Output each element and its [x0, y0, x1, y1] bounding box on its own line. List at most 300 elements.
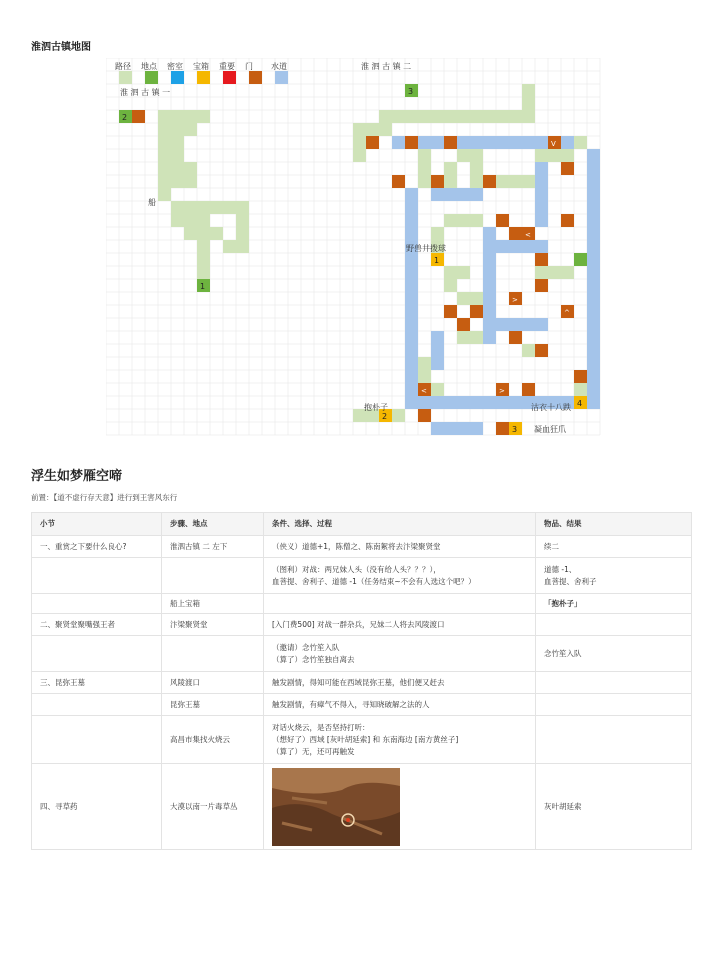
- right-map-title: 淮 泗 古 镇 二: [361, 62, 412, 71]
- map-path-cell: [470, 292, 483, 305]
- map-water-cell: [483, 318, 496, 331]
- map-water-cell: [587, 279, 600, 292]
- header-process: 条件、选择、过程: [264, 513, 536, 536]
- map-water-cell: [405, 357, 418, 370]
- map-arrow: <: [421, 387, 427, 395]
- map-path-cell: [574, 136, 587, 149]
- process-line: （侠义）道德+1，陈僧之、陈南絮将去汴梁聚贤堂: [272, 541, 441, 551]
- map-arrow: >: [499, 387, 505, 395]
- map-path-cell: [366, 123, 379, 136]
- map-water-cell: [535, 136, 548, 149]
- legend-label: 路径: [115, 62, 131, 71]
- table-row: [32, 636, 692, 672]
- map-water-cell: [470, 422, 483, 435]
- map-path-cell: [522, 344, 535, 357]
- map-water-cell: [405, 188, 418, 201]
- map-water-cell: [431, 331, 444, 344]
- map-door-cell: [431, 175, 444, 188]
- cell-location: [162, 558, 264, 594]
- cell-result: [536, 694, 692, 716]
- map-water-cell: [535, 162, 548, 175]
- header-result: 物品、结果: [536, 513, 692, 536]
- map-path-cell: [483, 110, 496, 123]
- map-water-cell: [587, 357, 600, 370]
- map-path-cell: [184, 175, 197, 188]
- map-path-cell: [197, 110, 210, 123]
- map-water-cell: [587, 396, 600, 409]
- map-water-cell: [405, 214, 418, 227]
- map-path-cell: [457, 292, 470, 305]
- map-water-cell: [483, 305, 496, 318]
- map-path-cell: [418, 149, 431, 162]
- cell-process: [264, 694, 536, 716]
- map-path-cell: [171, 162, 184, 175]
- map-path-cell: [392, 110, 405, 123]
- map-path-cell: [171, 201, 184, 214]
- map-water-cell: [418, 136, 431, 149]
- map-path-cell: [171, 110, 184, 123]
- map-water-cell: [535, 318, 548, 331]
- map-path-cell: [535, 266, 548, 279]
- cell-process: [264, 764, 536, 850]
- map-arrow: V: [551, 140, 556, 148]
- map-path-cell: [197, 201, 210, 214]
- map-water-cell: [405, 344, 418, 357]
- legend-label: 水道: [271, 62, 287, 71]
- map-water-cell: [431, 396, 444, 409]
- map-water-cell: [457, 136, 470, 149]
- map-number-marker: 4: [577, 399, 583, 408]
- cell-process: [264, 594, 536, 614]
- map-path-cell: [509, 175, 522, 188]
- map-water-cell: [587, 227, 600, 240]
- cell-process: [264, 558, 536, 594]
- cell-section: 二、聚贤堂聚嘴强王者: [32, 614, 162, 636]
- map-path-cell: [158, 175, 171, 188]
- map-water-cell: [444, 422, 457, 435]
- map-water-cell: [587, 214, 600, 227]
- map-water-cell: [431, 188, 444, 201]
- map-path-cell: [223, 201, 236, 214]
- map-path-cell: [561, 266, 574, 279]
- map-water-cell: [587, 370, 600, 383]
- map-path-cell: [522, 84, 535, 97]
- cell-process: [264, 716, 536, 764]
- result-line: 「抱朴子」: [544, 598, 582, 608]
- table-row: [32, 614, 692, 636]
- map-path-cell: [171, 175, 184, 188]
- cell-result: [536, 764, 692, 850]
- legend-label: 密室: [167, 62, 183, 71]
- map-door-cell: [561, 162, 574, 175]
- cell-section: [32, 594, 162, 614]
- map-water-cell: [483, 396, 496, 409]
- map-path-cell: [418, 175, 431, 188]
- map-path-cell: [431, 383, 444, 396]
- cell-result: [536, 614, 692, 636]
- map-path-cell: [379, 123, 392, 136]
- map-path-cell: [236, 214, 249, 227]
- map-path-cell: [158, 188, 171, 201]
- map-path-cell: [418, 162, 431, 175]
- jieyi-label: 沽衣十八跌: [531, 403, 571, 412]
- map-path-cell: [431, 227, 444, 240]
- map-number-marker: 1: [200, 282, 206, 291]
- cell-location: 汴梁聚贤堂: [162, 614, 264, 636]
- map-path-cell: [171, 214, 184, 227]
- map-path-cell: [379, 110, 392, 123]
- legend-label: 门: [245, 62, 253, 71]
- map-water-cell: [483, 292, 496, 305]
- map-number-marker: 3: [408, 87, 414, 96]
- map-water-cell: [587, 149, 600, 162]
- legend-label: 宝箱: [193, 62, 209, 71]
- cell-section: 三、昆弥王墓: [32, 672, 162, 694]
- map-grid: [106, 58, 612, 436]
- map-path-cell: [444, 175, 457, 188]
- map-path-cell: [158, 136, 171, 149]
- map-path-cell: [444, 266, 457, 279]
- map-path-cell: [184, 201, 197, 214]
- map-water-cell: [587, 175, 600, 188]
- map-path-cell: [392, 409, 405, 422]
- process-line: （算了）无，还可再触发: [272, 746, 355, 756]
- map-door-cell: [509, 331, 522, 344]
- cell-result: [536, 636, 692, 672]
- map-water-cell: [587, 344, 600, 357]
- map-door-cell: [483, 175, 496, 188]
- map-path-cell: [418, 370, 431, 383]
- legend-swatch: [171, 71, 184, 84]
- process-line: （图利）对战：两兄妹人头（没有给人头？？？），: [272, 564, 441, 574]
- map-water-cell: [496, 240, 509, 253]
- map-water-cell: [457, 396, 470, 409]
- map-water-cell: [405, 253, 418, 266]
- result-line: 念竹笙入队: [544, 648, 582, 658]
- cell-result: [536, 594, 692, 614]
- map-path-cell: [184, 110, 197, 123]
- map-water-cell: [483, 279, 496, 292]
- map-door-cell: [496, 422, 509, 435]
- map-water-cell: [483, 136, 496, 149]
- legend-swatch: [223, 71, 236, 84]
- map-path-cell: [522, 175, 535, 188]
- map-number-marker: 2: [122, 113, 128, 122]
- cell-section: [32, 558, 162, 594]
- cell-location: [162, 636, 264, 672]
- map-water-cell: [405, 396, 418, 409]
- map-water-cell: [535, 188, 548, 201]
- map-door-cell: [535, 344, 548, 357]
- map-path-cell: [353, 123, 366, 136]
- map-water-cell: [431, 422, 444, 435]
- process-line: （邀请）念竹笙入队: [272, 642, 340, 652]
- map-path-cell: [171, 136, 184, 149]
- map-water-cell: [431, 136, 444, 149]
- map-path-cell: [457, 266, 470, 279]
- table-row: [32, 558, 692, 594]
- map-path-cell: [184, 162, 197, 175]
- map-path-cell: [457, 214, 470, 227]
- cell-result: [536, 716, 692, 764]
- map-water-cell: [405, 383, 418, 396]
- map-water-cell: [587, 240, 600, 253]
- legend-label: 地点: [141, 62, 157, 71]
- map-water-cell: [405, 227, 418, 240]
- map-water-cell: [405, 201, 418, 214]
- map-door-cell: [535, 253, 548, 266]
- cell-section: [32, 636, 162, 672]
- map-water-cell: [587, 253, 600, 266]
- process-line: （算了）念竹笙独自离去: [272, 654, 355, 664]
- map-water-cell: [405, 279, 418, 292]
- map-door-cell: [444, 305, 457, 318]
- cell-section: [32, 716, 162, 764]
- map-path-cell: [548, 149, 561, 162]
- map-path-cell: [197, 240, 210, 253]
- map-water-cell: [587, 318, 600, 331]
- map-arrow: ^: [564, 309, 570, 317]
- map-water-cell: [587, 305, 600, 318]
- map-water-cell: [431, 344, 444, 357]
- map-water-cell: [509, 240, 522, 253]
- map-door-cell: [457, 318, 470, 331]
- map-water-cell: [470, 136, 483, 149]
- cell-location: 船上宝箱: [162, 594, 264, 614]
- map-arrow: >: [512, 296, 518, 304]
- map-door-cell: [366, 136, 379, 149]
- map-water-cell: [535, 240, 548, 253]
- left-map-title: 淮 泗 古 镇 一: [120, 88, 171, 97]
- map-path-cell: [522, 97, 535, 110]
- table-row: [32, 764, 692, 850]
- map-water-cell: [418, 396, 431, 409]
- map-water-cell: [483, 331, 496, 344]
- map-water-cell: [444, 396, 457, 409]
- map-path-cell: [223, 240, 236, 253]
- map-path-cell: [470, 149, 483, 162]
- map-water-cell: [483, 227, 496, 240]
- map-path-cell: [470, 214, 483, 227]
- map-water-cell: [470, 188, 483, 201]
- map-path-cell: [210, 201, 223, 214]
- map-path-cell: [470, 175, 483, 188]
- process-line: [入门费500] 对战一群杂兵，兄妹二人将去风陵渡口: [272, 619, 445, 629]
- map-path-cell: [184, 123, 197, 136]
- table-row: [32, 536, 692, 558]
- map-water-cell: [431, 357, 444, 370]
- map-water-cell: [509, 318, 522, 331]
- map-water-cell: [587, 188, 600, 201]
- prerequisite-note: 前置：【道不虚行存天意】进行到王害风东行: [31, 493, 178, 502]
- map-door-cell: [509, 227, 522, 240]
- map-path-cell: [171, 149, 184, 162]
- process-line: 触发剧情，得知可能在西域昆弥王墓，他们便又赶去: [272, 677, 445, 687]
- map-door-cell: [132, 110, 145, 123]
- legend-swatch: [119, 71, 132, 84]
- result-line: 血菩提、舍利子: [544, 576, 597, 586]
- map-water-cell: [405, 331, 418, 344]
- map-door-cell: [444, 136, 457, 149]
- process-line: 血菩提、舍利子、道德 -1（任务结束~不会有人选这个吧？）: [272, 576, 476, 586]
- map-door-cell: [405, 136, 418, 149]
- legend-label: 重要: [219, 62, 235, 71]
- map-path-cell: [470, 331, 483, 344]
- map-door-cell: [392, 175, 405, 188]
- town-map: [106, 58, 612, 436]
- walkthrough-table: [31, 512, 692, 850]
- map-path-cell: [197, 227, 210, 240]
- legend-swatch: [145, 71, 158, 84]
- map-water-cell: [405, 292, 418, 305]
- table-row: [32, 594, 692, 614]
- map-door-cell: [470, 305, 483, 318]
- map-path-cell: [405, 110, 418, 123]
- map-path-cell: [236, 227, 249, 240]
- boat-label: 船: [148, 198, 156, 207]
- map-water-cell: [405, 370, 418, 383]
- cell-section: [32, 694, 162, 716]
- map-door-cell: [522, 383, 535, 396]
- map-water-cell: [587, 331, 600, 344]
- map-path-cell: [158, 149, 171, 162]
- map-water-cell: [587, 292, 600, 305]
- map-number-marker: 3: [512, 425, 518, 434]
- map-path-cell: [444, 162, 457, 175]
- map-path-cell: [158, 123, 171, 136]
- map-water-cell: [535, 201, 548, 214]
- map-water-cell: [496, 396, 509, 409]
- shop-label: 野兽井拨球: [406, 244, 446, 253]
- guide-title: 浮生如梦雁空啼: [31, 469, 123, 484]
- map-path-cell: [197, 253, 210, 266]
- map-water-cell: [405, 305, 418, 318]
- map-path-cell: [418, 110, 431, 123]
- cell-location: 昆弥王墓: [162, 694, 264, 716]
- map-path-cell: [236, 201, 249, 214]
- map-path-cell: [184, 227, 197, 240]
- map-water-cell: [587, 162, 600, 175]
- map-path-cell: [236, 240, 249, 253]
- map-door-cell: [574, 370, 587, 383]
- map-water-cell: [535, 214, 548, 227]
- map-path-cell: [470, 162, 483, 175]
- map-path-cell: [158, 162, 171, 175]
- map-water-cell: [405, 266, 418, 279]
- legend-swatch: [249, 71, 262, 84]
- header-section: 小节: [32, 513, 162, 536]
- table-row: [32, 716, 692, 764]
- map-water-cell: [457, 188, 470, 201]
- cell-process: [264, 636, 536, 672]
- process-line: 对话火烧云，是否坚持打听：: [272, 722, 370, 732]
- map-water-cell: [496, 136, 509, 149]
- map-path-cell: [535, 149, 548, 162]
- map-path-cell: [457, 149, 470, 162]
- result-line: 续二: [544, 541, 559, 551]
- process-line: （想好了）西域 [灰叶胡延索] 和 东南海边 [南方黄丝子]: [272, 734, 459, 744]
- map-door-cell: [535, 279, 548, 292]
- cell-process: [264, 614, 536, 636]
- map-water-cell: [522, 318, 535, 331]
- baopuzi-label: 抱朴子: [364, 403, 388, 412]
- map-location-cell: [574, 253, 587, 266]
- cell-location: 风陵渡口: [162, 672, 264, 694]
- cell-result: [536, 536, 692, 558]
- map-water-cell: [496, 318, 509, 331]
- map-path-cell: [171, 123, 184, 136]
- map-path-cell: [444, 214, 457, 227]
- map-water-cell: [522, 240, 535, 253]
- map-path-cell: [496, 175, 509, 188]
- map-water-cell: [444, 188, 457, 201]
- map-path-cell: [158, 110, 171, 123]
- map-path-cell: [457, 110, 470, 123]
- map-water-cell: [470, 396, 483, 409]
- table-row: [32, 672, 692, 694]
- map-water-cell: [535, 175, 548, 188]
- map-water-cell: [587, 201, 600, 214]
- cell-result: [536, 558, 692, 594]
- herb-area-screenshot: [272, 768, 400, 846]
- map-water-cell: [587, 383, 600, 396]
- map-path-cell: [496, 110, 509, 123]
- map-door-cell: [418, 409, 431, 422]
- table-row: [32, 694, 692, 716]
- map-path-cell: [353, 136, 366, 149]
- map-section-title: 淮泗古镇地图: [31, 42, 91, 53]
- map-water-cell: [561, 136, 574, 149]
- map-path-cell: [548, 266, 561, 279]
- map-arrow: <: [525, 231, 531, 239]
- map-water-cell: [405, 318, 418, 331]
- header-location: 步骤、地点: [162, 513, 264, 536]
- cell-result: [536, 672, 692, 694]
- result-line: 灰叶胡延索: [544, 801, 582, 811]
- map-path-cell: [561, 149, 574, 162]
- map-water-cell: [522, 136, 535, 149]
- ningxue-label: 凝血狂爪: [534, 425, 566, 434]
- process-line: 触发剧情，有瘴气不得入，寻知晓破解之法的人: [272, 699, 430, 709]
- cell-section: 一、重赏之下要什么良心?: [32, 536, 162, 558]
- map-path-cell: [353, 149, 366, 162]
- cell-location: 大漠以南一片毒草丛: [162, 764, 264, 850]
- cell-location: 高昌市集找火烧云: [162, 716, 264, 764]
- map-door-cell: [561, 214, 574, 227]
- map-path-cell: [522, 110, 535, 123]
- cell-process: [264, 536, 536, 558]
- map-number-marker: 1: [434, 256, 440, 265]
- map-path-cell: [210, 227, 223, 240]
- map-door-cell: [496, 214, 509, 227]
- legend-swatch: [275, 71, 288, 84]
- map-path-cell: [509, 110, 522, 123]
- map-water-cell: [483, 253, 496, 266]
- map-water-cell: [509, 136, 522, 149]
- cell-location: 淮泗古镇 二 左下: [162, 536, 264, 558]
- map-water-cell: [509, 396, 522, 409]
- cell-process: [264, 672, 536, 694]
- table-header-row: [32, 513, 692, 536]
- map-path-cell: [470, 110, 483, 123]
- legend-swatch: [197, 71, 210, 84]
- map-path-cell: [457, 331, 470, 344]
- map-number-marker: 2: [382, 412, 388, 421]
- map-path-cell: [197, 266, 210, 279]
- map-water-cell: [483, 266, 496, 279]
- map-water-cell: [483, 240, 496, 253]
- map-path-cell: [418, 357, 431, 370]
